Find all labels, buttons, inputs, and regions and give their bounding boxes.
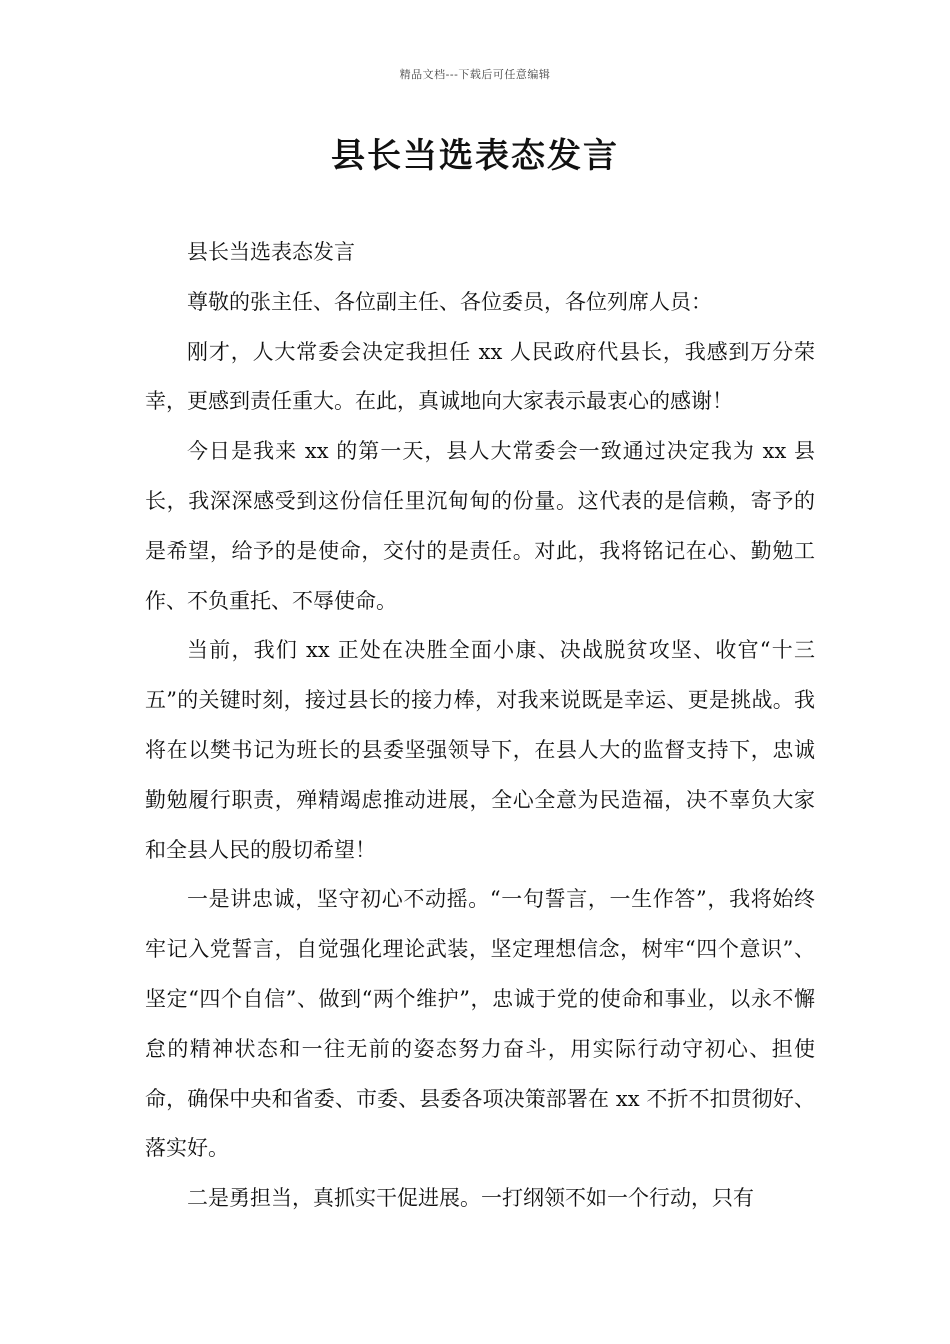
paragraph-salutation: 尊敬的张主任、各位副主任、各位委员，各位列席人员： xyxy=(187,289,712,314)
paragraph: 一是讲忠诚，坚守初心不动摇。“一句誓言，一生作答”，我将始终牢记入党誓言，自觉强化理论武装，坚定理想信念，树牢“四个意识”、坚定“四个自信”、做到“两个维护”，忠诚于党的使命和事业，以永不懈怠的精神状态和一往无前的姿态努力奋斗，用实际行动守初心、担使命，确保中央和省委、市委、县委各项决策部署在 xx 不折不扣贯彻好、落实好。 xyxy=(145,887,815,1161)
paragraph: 二是勇担当，真抓实干促进展。一打纲领不如一个行动，只有 xyxy=(187,1186,754,1211)
paragraph: 当前，我们 xx 正处在决胜全面小康、决战脱贫攻坚、收官“十三五”的关键时刻，接过县长的接力棒，对我来说既是幸运、更是挑战。我将在以樊书记为班长的县委坚强领导下，在县人大的监督支持下，忠诚勤勉履行职责，殚精竭虑推动进展，全心全意为民造福，决不辜负大家和全县人民的殷切希望！ xyxy=(145,638,815,862)
header-note: 精品文档---下载后可任意编辑 xyxy=(399,68,551,81)
paragraph: 今日是我来 xx 的第一天，县人大常委会一致通过决定我为 xx 县长，我深深感受到这份信任里沉甸甸的份量。这代表的是信赖，寄予的是希望，给予的是使命，交付的是责任。对此，我将铭记在心、勤勉工作、不负重托、不辱使命。 xyxy=(145,439,815,613)
document-body xyxy=(145,228,815,1224)
paragraph-subtitle: 县长当选表态发言 xyxy=(187,240,355,264)
paragraph: 刚才，人大常委会决定我担任 xx 人民政府代县长，我感到万分荣幸，更感到责任重大。在此，真诚地向大家表示最衷心的感谢！ xyxy=(145,339,815,414)
document-title: 县长当选表态发言 xyxy=(331,136,619,176)
